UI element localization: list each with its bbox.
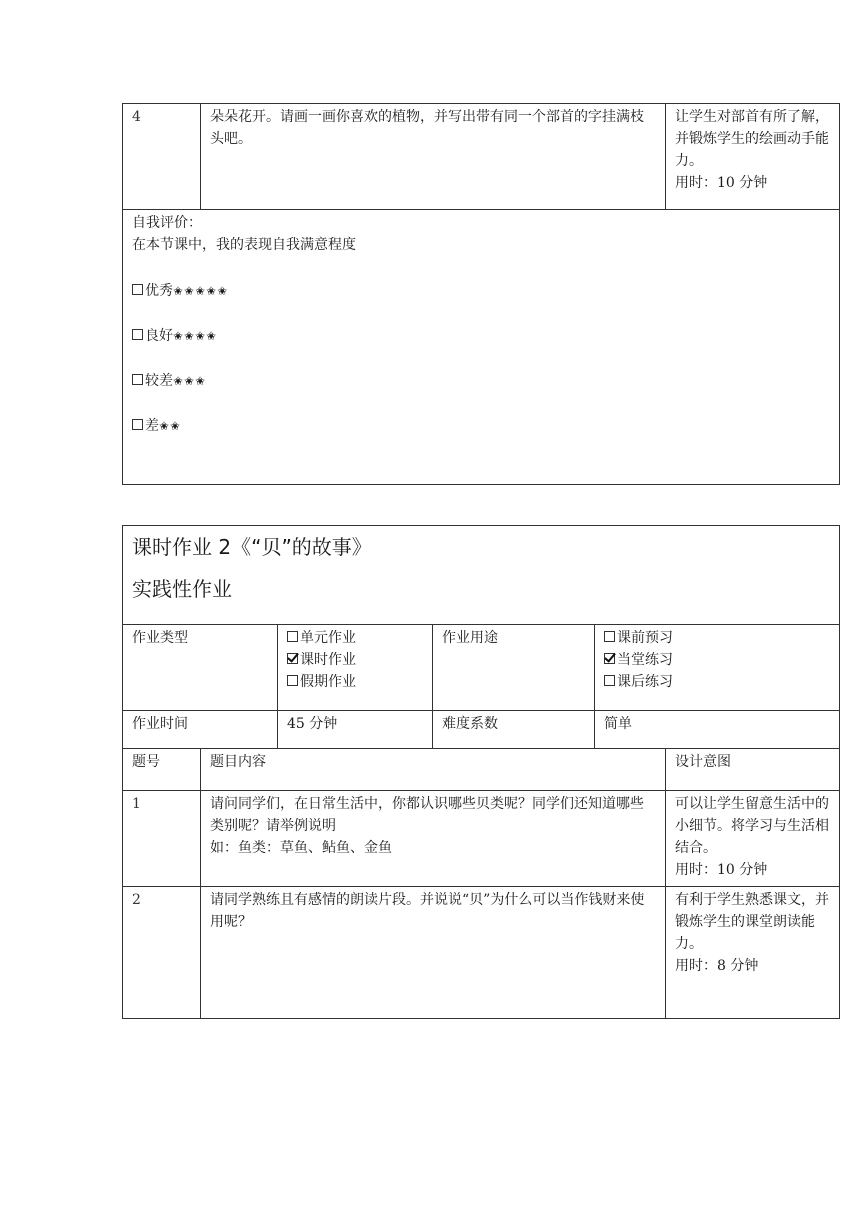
header-num: 题号 (123, 749, 201, 791)
checkbox-icon[interactable] (132, 419, 143, 430)
design-intent (666, 791, 840, 887)
rating-poor[interactable] (132, 370, 831, 392)
option-unit[interactable] (287, 627, 424, 649)
table-row (123, 104, 840, 210)
time-text: 用时：10 分钟 (675, 175, 768, 191)
type-row (123, 625, 840, 711)
rating-label: 良好 (145, 328, 173, 344)
difficulty-value: 简单 (595, 711, 840, 749)
rating-bad[interactable] (132, 415, 831, 437)
intent-text: 可以让学生留意生活中的小细节。将学习与生活相结合。 (675, 796, 829, 856)
option-review[interactable] (604, 671, 831, 693)
option-preview[interactable] (604, 627, 831, 649)
option-classwork[interactable] (604, 649, 831, 671)
homework-title: 课时作业 2《“贝”的故事》 (132, 535, 372, 559)
time-text: 用时：8 分钟 (675, 958, 759, 974)
rating-label: 较差 (145, 373, 173, 389)
table-row (123, 887, 840, 1019)
option-label: 单元作业 (300, 630, 356, 646)
row-number: 2 (123, 887, 201, 1019)
time-text: 用时：10 分钟 (675, 862, 768, 878)
use-options (595, 625, 840, 711)
example-text: 如：鱼类：草鱼、鲇鱼、金鱼 (210, 840, 392, 856)
task-content (201, 791, 666, 887)
table-row (123, 791, 840, 887)
option-lesson[interactable] (287, 649, 424, 671)
title-cell (123, 526, 840, 625)
self-evaluation (123, 210, 840, 485)
checkbox-icon[interactable] (604, 675, 615, 686)
checkbox-checked-icon[interactable] (604, 653, 615, 664)
rating-label: 差 (145, 418, 159, 434)
evaluation-prompt: 在本节课中，我的表现自我满意程度 (132, 237, 356, 253)
row-number: 1 (123, 791, 201, 887)
task-table-part1 (122, 103, 840, 485)
option-label: 课时作业 (300, 652, 356, 668)
checkbox-icon[interactable] (287, 631, 298, 642)
star-icons: ✬✬✬ (173, 374, 207, 388)
self-evaluation-row (123, 210, 840, 485)
checkbox-icon[interactable] (287, 675, 298, 686)
row-number: 4 (123, 104, 201, 210)
rating-excellent[interactable] (132, 280, 831, 302)
option-label: 假期作业 (300, 674, 356, 690)
option-label: 课后练习 (617, 674, 673, 690)
intent-text: 让学生对部首有所了解，并锻炼学生的绘画动手能力。 (675, 109, 829, 169)
rating-label: 优秀 (145, 283, 173, 299)
title-row (123, 526, 840, 625)
design-intent (666, 104, 840, 210)
option-holiday[interactable] (287, 671, 424, 693)
star-icons: ✬✬ (159, 419, 182, 433)
evaluation-label: 自我评价： (132, 215, 202, 231)
time-row (123, 711, 840, 749)
time-label: 作业时间 (123, 711, 278, 749)
checkbox-icon[interactable] (604, 631, 615, 642)
checkbox-icon[interactable] (132, 284, 143, 295)
star-icons: ✬✬✬✬ (173, 329, 218, 343)
checkbox-checked-icon[interactable] (287, 653, 298, 664)
type-label: 作业类型 (123, 625, 278, 711)
time-value: 45 分钟 (278, 711, 433, 749)
header-content: 题目内容 (201, 749, 666, 791)
use-label: 作业用途 (433, 625, 595, 711)
checkbox-icon[interactable] (132, 329, 143, 340)
design-intent (666, 887, 840, 1019)
header-row (123, 749, 840, 791)
type-options (278, 625, 433, 711)
checkbox-icon[interactable] (132, 374, 143, 385)
task-content: 朵朵花开。请画一画你喜欢的植物，并写出带有同一个部首的字挂满枝头吧。 (201, 104, 666, 210)
option-label: 课前预习 (617, 630, 673, 646)
difficulty-label: 难度系数 (433, 711, 595, 749)
question-text: 请问同学们，在日常生活中，你都认识哪些贝类呢？同学们还知道哪些类别呢？请举例说明 (210, 796, 644, 834)
option-label: 当堂练习 (617, 652, 673, 668)
rating-good[interactable] (132, 325, 831, 347)
task-table-part2 (122, 525, 840, 1019)
task-content: 请同学熟练且有感情的朗读片段。并说说“贝”为什么可以当作钱财来使用呢？ (201, 887, 666, 1019)
homework-subtitle: 实践性作业 (132, 577, 232, 601)
header-intent: 设计意图 (666, 749, 840, 791)
intent-text: 有利于学生熟悉课文，并锻炼学生的课堂朗读能力。 (675, 892, 829, 952)
star-icons: ✬✬✬✬✬ (173, 284, 229, 298)
